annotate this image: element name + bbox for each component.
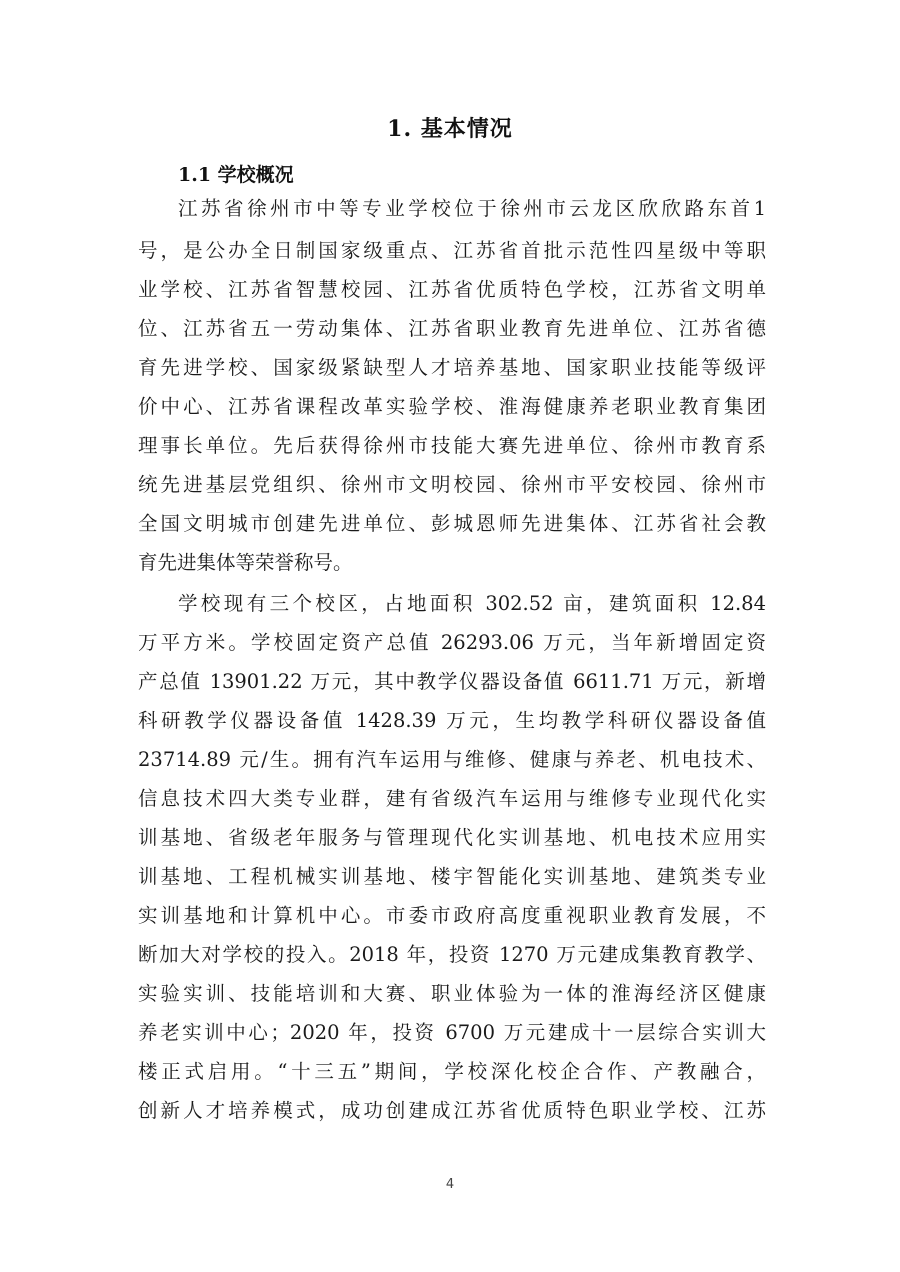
paragraph-2-line-9: 实训基地和计算机中心。市委市政府高度重视职业教育发展，不: [138, 904, 766, 927]
paragraph-2-line-11: 实验实训、技能培训和大赛、职业体验为一体的淮海经济区健康: [138, 982, 766, 1005]
paragraph-1-line-1: 江苏省徐州市中等专业学校位于徐州市云龙区欣欣路东首1: [178, 197, 766, 220]
paragraph-2-line-1: 学校现有三个校区，占地面积 302.52 亩，建筑面积 12.84: [178, 592, 766, 615]
paragraph-2-line-14: 创新人才培养模式，成功创建成江苏省优质特色职业学校、江苏: [138, 1099, 766, 1122]
page-number: 4: [445, 1177, 455, 1192]
paragraph-2-line-2: 万平方米。学校固定资产总值 26293.06 万元，当年新增固定资: [138, 631, 766, 654]
paragraph-2-line-6: 信息技术四大类专业群，建有省级汽车运用与维修专业现代化实: [138, 787, 766, 810]
paragraph-2-line-5: 23714.89 元/生。拥有汽车运用与维修、健康与养老、机电技术、: [138, 748, 766, 771]
section-heading: 1. 基本情况: [387, 116, 513, 142]
paragraph-1-line-2: 号，是公办全日制国家级重点、江苏省首批示范性四星级中等职: [138, 239, 766, 262]
paragraph-2-line-4: 科研教学仪器设备值 1428.39 万元，生均教学科研仪器设备值: [138, 709, 766, 732]
paragraph-1-line-8: 统先进基层党组织、徐州市文明校园、徐州市平安校园、徐州市: [138, 473, 766, 496]
paragraph-2-line-8: 训基地、工程机械实训基地、楼宇智能化实训基地、建筑类专业: [138, 865, 766, 888]
subsection-heading: 1.1 学校概况: [178, 164, 294, 186]
paragraph-1-line-5: 育先进学校、国家级紧缺型人才培养基地、国家职业技能等级评: [138, 356, 766, 379]
paragraph-1-line-7: 理事长单位。先后获得徐州市技能大赛先进单位、徐州市教育系: [138, 434, 766, 457]
paragraph-1-line-4: 位、江苏省五一劳动集体、江苏省职业教育先进单位、江苏省德: [138, 317, 766, 340]
paragraph-2-line-12: 养老实训中心；2020 年，投资 6700 万元建成十一层综合实训大: [138, 1021, 766, 1044]
paragraph-1-line-10: 育先进集体等荣誉称号。: [138, 551, 353, 574]
paragraph-1-line-3: 业学校、江苏省智慧校园、江苏省优质特色学校，江苏省文明单: [138, 278, 766, 301]
paragraph-2-line-7: 训基地、省级老年服务与管理现代化实训基地、机电技术应用实: [138, 826, 766, 849]
paragraph-2-line-13: 楼正式启用。“十三五”期间，学校深化校企合作、产教融合，: [138, 1060, 766, 1083]
paragraph-2-line-10: 断加大对学校的投入。2018 年，投资 1270 万元建成集教育教学、: [138, 943, 766, 966]
paragraph-1-line-6: 价中心、江苏省课程改革实验学校、淮海健康养老职业教育集团: [138, 395, 766, 418]
paragraph-1-line-9: 全国文明城市创建先进单位、彭城恩师先进集体、江苏省社会教: [138, 512, 766, 535]
paragraph-2-line-3: 产总值 13901.22 万元，其中教学仪器设备值 6611.71 万元，新增: [138, 670, 766, 693]
